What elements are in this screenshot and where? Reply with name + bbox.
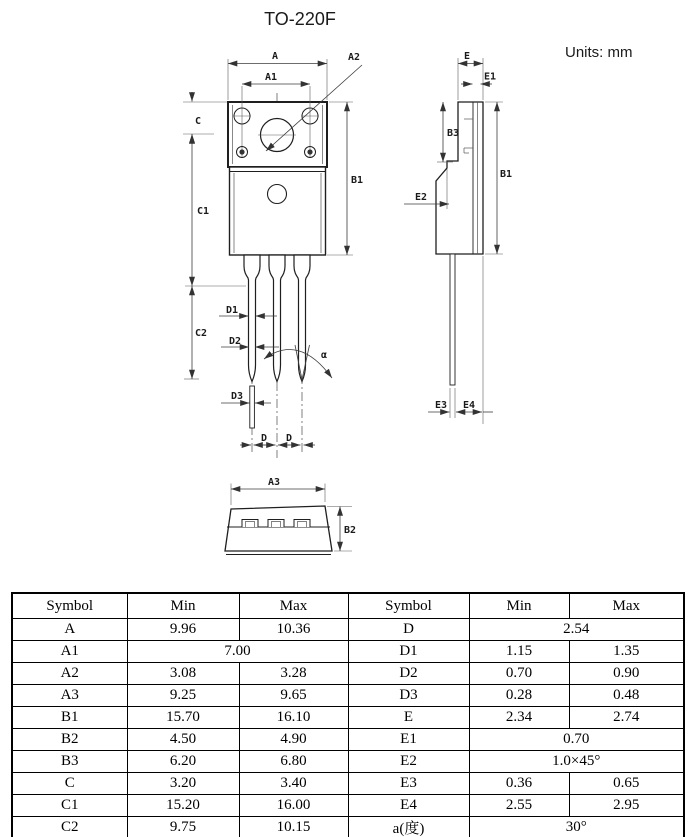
- cell-symbol: E4: [348, 795, 469, 817]
- cell-symbol: A1: [12, 641, 127, 663]
- cell-symbol: B1: [12, 707, 127, 729]
- cell-symbol: D2: [348, 663, 469, 685]
- cell-merged-value: 2.54: [469, 619, 684, 641]
- dimension-table: [11, 592, 685, 837]
- cell-max: 9.65: [239, 685, 348, 707]
- dim-label-C1: C1: [196, 206, 210, 217]
- cell-min: 0.28: [469, 685, 569, 707]
- units-label: Units: mm: [565, 44, 633, 61]
- cell-min: 15.70: [127, 707, 239, 729]
- dim-label-alpha: α: [320, 350, 328, 361]
- table-row: [12, 751, 684, 773]
- cell-min: 9.75: [127, 817, 239, 837]
- cell-min: 15.20: [127, 795, 239, 817]
- cell-merged-value: 7.00: [127, 641, 348, 663]
- table-header-row: [12, 593, 684, 619]
- cell-max: 2.74: [569, 707, 684, 729]
- cell-min: 9.25: [127, 685, 239, 707]
- lead-1-tip-wire: [250, 386, 255, 428]
- dim-label-A1: A1: [264, 72, 278, 83]
- dim-label-D-right: D: [285, 433, 293, 444]
- lead-section-1: [242, 520, 258, 528]
- cell-min: 3.20: [127, 773, 239, 795]
- dim-label-C: C: [194, 116, 202, 127]
- cell-min: 9.96: [127, 619, 239, 641]
- front-view: [183, 51, 363, 458]
- dim-label-D-left: D: [260, 433, 268, 444]
- header-max-right: Max: [569, 593, 684, 619]
- bottom-body: [225, 506, 332, 551]
- lead-section-2: [268, 520, 284, 528]
- cell-symbol: A2: [12, 663, 127, 685]
- cell-symbol: C: [12, 773, 127, 795]
- cell-max: 4.90: [239, 729, 348, 751]
- header-min-right: Min: [469, 593, 569, 619]
- cell-max: 0.48: [569, 685, 684, 707]
- dim-label-E2: E2: [414, 192, 428, 203]
- dim-label-A3: A3: [267, 477, 281, 488]
- cell-merged-value: 1.0×45°: [469, 751, 684, 773]
- cell-merged-value: 30°: [469, 817, 684, 837]
- lead-3: [294, 255, 310, 382]
- dim-label-D3: D3: [230, 391, 244, 402]
- cell-max: 3.40: [239, 773, 348, 795]
- table-row: [12, 663, 684, 685]
- cell-symbol: C2: [12, 817, 127, 837]
- lead-2: [269, 255, 285, 382]
- dim-label-E3: E3: [434, 400, 448, 411]
- cell-symbol: E2: [348, 751, 469, 773]
- table-row: [12, 685, 684, 707]
- cell-min: 1.15: [469, 641, 569, 663]
- dim-label-E4: E4: [462, 400, 476, 411]
- lead-1: [244, 255, 260, 382]
- dim-label-D1: D1: [225, 305, 239, 316]
- cell-max: 0.90: [569, 663, 684, 685]
- lead-section-3: [294, 520, 310, 528]
- cell-symbol: D: [348, 619, 469, 641]
- cell-max: 16.10: [239, 707, 348, 729]
- cell-symbol: B3: [12, 751, 127, 773]
- side-view: [404, 51, 512, 424]
- cell-symbol: a(度): [348, 817, 469, 837]
- header-symbol-left: Symbol: [12, 593, 127, 619]
- dim-label-D2: D2: [228, 336, 242, 347]
- cell-symbol: E3: [348, 773, 469, 795]
- cell-min: 2.55: [469, 795, 569, 817]
- dim-label-B3: B3: [447, 128, 460, 139]
- dim-label-A: A: [271, 51, 279, 62]
- cell-min: 0.70: [469, 663, 569, 685]
- front-lower-body: [230, 167, 326, 255]
- dim-label-B2: B2: [344, 525, 357, 536]
- header-symbol-right: Symbol: [348, 593, 469, 619]
- dim-label-A2: A2: [347, 52, 361, 63]
- dim-label-E1: E1: [483, 71, 497, 83]
- cell-max: 0.65: [569, 773, 684, 795]
- cell-symbol: E: [348, 707, 469, 729]
- table-row: [12, 619, 684, 641]
- cell-symbol: A3: [12, 685, 127, 707]
- cell-max: 10.15: [239, 817, 348, 837]
- table-row: [12, 817, 684, 837]
- table-row: [12, 773, 684, 795]
- side-lead: [450, 254, 455, 385]
- cell-max: 3.28: [239, 663, 348, 685]
- dim-label-C2: C2: [194, 328, 208, 339]
- cell-max: 1.35: [569, 641, 684, 663]
- cell-symbol: A: [12, 619, 127, 641]
- page-title: TO-220F: [264, 9, 336, 29]
- cell-symbol: D3: [348, 685, 469, 707]
- cell-symbol: D1: [348, 641, 469, 663]
- dim-label-B1-front: B1: [351, 175, 364, 186]
- dim-label-B1-side: B1: [500, 169, 513, 180]
- cell-min: 0.36: [469, 773, 569, 795]
- cell-symbol: B2: [12, 729, 127, 751]
- dim-label-E: E: [463, 51, 471, 62]
- cell-max: 16.00: [239, 795, 348, 817]
- table-row: [12, 795, 684, 817]
- cell-min: 2.34: [469, 707, 569, 729]
- cell-merged-value: 0.70: [469, 729, 684, 751]
- cell-min: 6.20: [127, 751, 239, 773]
- cell-min: 4.50: [127, 729, 239, 751]
- table-row: [12, 729, 684, 751]
- header-max-left: Max: [239, 593, 348, 619]
- cell-min: 3.08: [127, 663, 239, 685]
- cell-max: 2.95: [569, 795, 684, 817]
- cell-symbol: C1: [12, 795, 127, 817]
- cell-symbol: E1: [348, 729, 469, 751]
- cell-max: 10.36: [239, 619, 348, 641]
- header-min-left: Min: [127, 593, 239, 619]
- table-row: [12, 707, 684, 729]
- bottom-view: [225, 477, 356, 555]
- table-row: [12, 641, 684, 663]
- cell-max: 6.80: [239, 751, 348, 773]
